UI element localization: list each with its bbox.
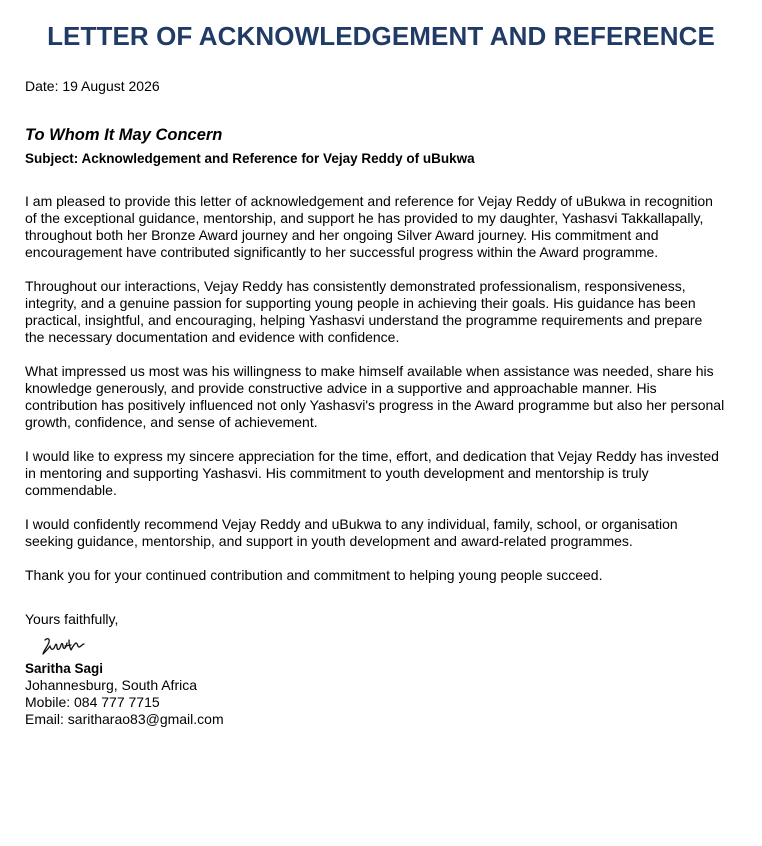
paragraph-thanks: Thank you for your continued contribution and commitment to helping young people succeed. bbox=[25, 567, 603, 583]
letter-title: LETTER OF ACKNOWLEDGEMENT AND REFERENCE bbox=[47, 21, 715, 51]
signer-mobile: Mobile: 084 777 7715 bbox=[25, 694, 160, 710]
salutation: To Whom It May Concern bbox=[25, 126, 223, 144]
paragraph-interactions: Throughout our interactions, Vejay Reddy has consistently demonstrated professionalism, responsiveness, integrity, and a genuine passion for supporting young people in achieving their goals. His guidance has been practical, insightful, and encouraging, helping Yashasvi understand the programme requirements and prepare the necessary documentation and evidence with confidence. bbox=[25, 278, 703, 345]
letter-paragraphs bbox=[25, 193, 725, 584]
handwritten-signature bbox=[41, 634, 89, 658]
letter-body bbox=[25, 78, 725, 728]
subject-line: Subject: Acknowledgement and Reference for Vejay Reddy of uBukwa bbox=[25, 151, 475, 166]
letter-date: Date: 19 August 2026 bbox=[25, 78, 160, 94]
signer-email: Email: saritharao83@gmail.com bbox=[25, 711, 224, 727]
closing-line: Yours faithfully, bbox=[25, 611, 119, 627]
paragraph-introduction: I am pleased to provide this letter of acknowledgement and reference for Vejay Reddy of uBukwa in recognition of the exceptional guidance, mentorship, and support he has provided to my daughter, Yashasvi Takkallapally, throughout both her Bronze Award journey and her ongoing Silver Award journey. His commitment and encouragement have contributed significantly to her successful progress within the Award programme. bbox=[25, 193, 713, 260]
signature-block bbox=[25, 660, 725, 728]
paragraph-impressions: What impressed us most was his willingness to make himself available when assistance was needed, share his knowledge generously, and provide constructive advice in a supportive and approachable manner. His contribution has positively influenced not only Yashasvi's progress in the Award programme but also her personal growth, confidence, and sense of achievement. bbox=[25, 363, 725, 430]
signer-location: Johannesburg, South Africa bbox=[25, 677, 198, 693]
paragraph-recommendation: I would confidently recommend Vejay Reddy and uBukwa to any individual, family, school, or organisation seeking guidance, mentorship, and support in youth development and award-related programmes. bbox=[25, 516, 678, 549]
signer-name: Saritha Sagi bbox=[25, 661, 104, 676]
paragraph-appreciation: I would like to express my sincere appreciation for the time, effort, and dedication that Vejay Reddy has invested in mentoring and supporting Yashasvi. His commitment to youth development and mentorship is truly commendable. bbox=[25, 448, 719, 498]
